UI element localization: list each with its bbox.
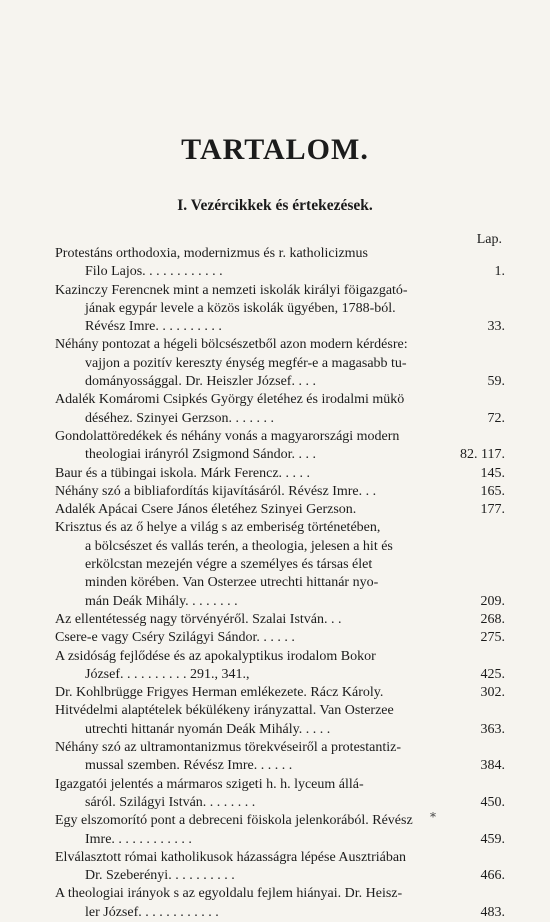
toc-entry	[55, 611, 505, 629]
toc-entry-line: A zsidóság fejlődése és az apokalyptikus irodalom Bokor	[55, 648, 376, 664]
toc-entry-line: Dr. Szeberényi. . . . . . . . . .	[85, 868, 235, 884]
toc-entry-page: 268.	[480, 611, 505, 627]
toc-entry-line: Igazgatói jelentés a mármaros szigeti h. h. lyceum állá-	[55, 776, 364, 792]
toc-entry-line: jának egypár levele a közös iskolák ügyében, 1788-ból.	[85, 300, 396, 316]
toc-entry-line: Néhány pontozat a hégeli bölcsészetből azon modern kérdésre:	[55, 337, 408, 353]
toc-entry	[55, 648, 505, 685]
toc-entry-page: 363.	[480, 721, 505, 737]
toc-entry-page: 425.	[480, 666, 505, 682]
toc-entry-page: 145.	[480, 465, 505, 481]
toc-entry-line: Filo Lajos. . . . . . . . . . . .	[85, 264, 223, 280]
toc-entry-line: József. . . . . . . . . . 291., 341.,	[85, 666, 250, 682]
toc-entry-page: 483.	[480, 904, 505, 920]
toc-entry	[55, 849, 505, 886]
toc-entry-page: 82. 117.	[460, 447, 505, 463]
toc-entry-line: Krisztus és az ő helye a világ s az emberiség történetében,	[55, 520, 381, 536]
toc-entry-page: 177.	[480, 502, 505, 518]
toc-entry-line: Csere-e vagy Cséry Szilágyi Sándor. . . . . .	[55, 630, 295, 646]
toc-entry-line: mussal szemben. Révész Imre. . . . . .	[85, 758, 293, 774]
toc-entry	[55, 465, 505, 483]
page-title: TARTALOM.	[181, 133, 369, 166]
toc-entry-page: 459.	[480, 831, 505, 847]
toc-entry-line: Protestáns orthodoxia, modernizmus és r. katholicizmus	[55, 246, 369, 261]
toc-entry-line: Gondolattöredékek és néhány vonás a magyarországi modern	[55, 428, 400, 444]
toc-entry-page: 33.	[487, 319, 505, 335]
toc-entry	[55, 629, 505, 647]
toc-list	[55, 245, 505, 922]
footer-mark: *	[430, 810, 436, 824]
toc-entry-line: erkölcstan mezején végre a személyes és társas élet	[85, 557, 373, 573]
toc-entry	[55, 282, 505, 337]
toc-entry	[55, 812, 505, 849]
toc-entry	[55, 483, 505, 501]
toc-entry-line: theologiai irányról Zsigmond Sándor. . . .	[85, 447, 316, 463]
toc-entry	[55, 776, 505, 813]
toc-entry	[55, 428, 505, 465]
toc-entry-line: Néhány szó az ultramontanizmus törekvéseiről a protestantiz-	[55, 740, 401, 756]
toc-entry-page: 209.	[480, 593, 505, 609]
toc-entry-line: Révész Imre. . . . . . . . . .	[85, 319, 222, 335]
toc-entry-line: utrechti hittanár nyomán Deák Mihály. . . . .	[85, 721, 331, 737]
toc-entry-page: 72.	[487, 410, 505, 426]
toc-entry-line: Adalék Apácai Csere János életéhez Szinyei Gerzson.	[55, 502, 357, 518]
toc-entry-line: Dr. Kohlbrügge Frigyes Herman emlékezete. Rácz Károly.	[55, 685, 384, 701]
toc-entry-line: Az ellentétesség nagy törvényéről. Szalai István. . .	[55, 611, 342, 627]
page-column-label: Lap.	[476, 232, 502, 247]
toc-entry-line: sáról. Szilágyi István. . . . . . . .	[85, 794, 256, 810]
toc-entry-line: Imre. . . . . . . . . . . .	[85, 831, 192, 847]
toc-entry	[55, 885, 505, 922]
toc-entry-page: 59.	[487, 374, 505, 390]
toc-entry-line: minden körében. Van Osterzee utrechti hittanár nyo-	[85, 575, 379, 591]
section-heading: I. Vezércikkek és értekezések.	[177, 197, 373, 214]
toc-entry-page: 165.	[480, 483, 505, 499]
toc-entry-line: Baur és a tübingai iskola. Márk Ferencz. . . . .	[55, 465, 311, 481]
toc-entry-page: 384.	[480, 758, 505, 774]
toc-entry-line: Hitvédelmi alaptételek békülékeny irányzattal. Van Osterzee	[55, 703, 394, 719]
toc-entry-page: 1.	[494, 264, 505, 280]
toc-entry	[55, 702, 505, 739]
toc-entry-page: 466.	[480, 868, 505, 884]
toc-entry-line: ler József. . . . . . . . . . . .	[85, 904, 219, 920]
toc-entry	[55, 245, 505, 282]
toc-entry-line: A theologiai irányok s az egyoldalu fejlem hiányai. Dr. Heisz-	[55, 886, 403, 902]
toc-entry	[55, 501, 505, 519]
toc-entry	[55, 739, 505, 776]
toc-entry	[55, 336, 505, 391]
toc-entry-line: Adalék Komáromi Csipkés György életéhez és irodalmi mükö	[55, 392, 405, 408]
toc-entry-line: Néhány szó a bibliafordítás kijavításáról. Révész Imre. . .	[55, 483, 377, 499]
toc-entry-page: 450.	[480, 794, 505, 810]
toc-entry-line: déséhez. Szinyei Gerzson. . . . . . .	[85, 410, 274, 426]
toc-entry-line: mán Deák Mihály. . . . . . . .	[85, 593, 238, 609]
toc-entry-line: vajjon a pozitív kereszty énység megfér-e a magasabb tu-	[85, 355, 407, 371]
toc-entry-line: Kazinczy Ferencnek mint a nemzeti iskolák királyi föigazgató-	[55, 282, 408, 298]
toc-entry	[55, 684, 505, 702]
toc-entry	[55, 519, 505, 610]
toc-entry-line: a bölcsészet és vallás terén, a theologia, jelesen a hit és	[85, 538, 393, 554]
toc-entry-page: 302.	[480, 685, 505, 701]
toc-entry-line: Egy elszomorító pont a debreceni föiskola jelenkorából. Révész	[55, 813, 413, 829]
toc-entry-page: 275.	[480, 630, 505, 646]
toc-entry	[55, 391, 505, 428]
toc-entry-line: Elválasztott római katholikusok házasságra lépése Ausztriában	[55, 849, 407, 865]
toc-entry-line: dományossággal. Dr. Heiszler József. . . .	[85, 374, 316, 390]
